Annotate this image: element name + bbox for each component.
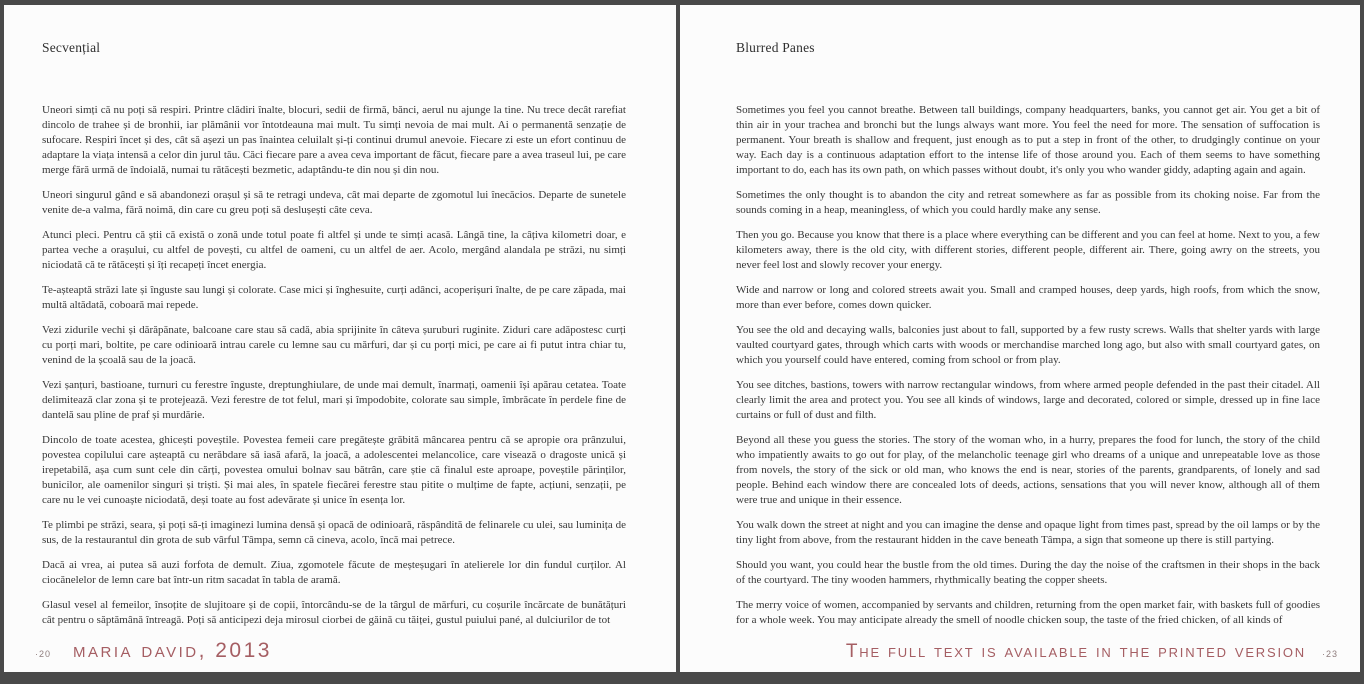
right-page: [680, 5, 1360, 672]
paragraph: The merry voice of women, accompanied by servants and children, returning from the open market fair, with baskets full of goodies for a whole week. You may anticipate already the smell of noodle chicken soup, the taste of the fried chicken, of all kinds of: [736, 599, 1320, 626]
paragraph: You see ditches, bastions, towers with narrow rectangular windows, from where armed people defended in the past their citadel. All clearly limit the area and protect you. You see all kinds of windows, large and decorated, colored or simple, dressed up in fine lace curtains or full of dust and filth.: [736, 379, 1320, 421]
paragraph: Should you want, you could hear the bustle from the old times. During the day the noise of the craftsmen in their shops in the back of the courtyard. The tiny wooden hammers, rhythmically beating the copper sheets.: [736, 559, 1320, 586]
paragraph: Beyond all these you guess the stories. The story of the woman who, in a hurry, prepares the food for lunch, the story of the child who impatiently awaits to go out for play, of the melancholic teenage girl who dreams of a unique and unrepeatable love as those from novels, the story of the sick or old man, who knows the end is near, stories of the parents, grandparents, of lonely and sad people. Behind each window there are concealed lots of deeds, actions, sensations that you will never know, although all of them were true and unique in their essence.: [736, 434, 1320, 506]
left-page-title: Secvențial: [42, 40, 101, 55]
left-page-number: ·20: [35, 649, 52, 659]
author-credit: maria david, 2013: [73, 639, 272, 662]
paragraph: Sometimes the only thought is to abandon the city and retreat somewhere as far as possible from its choking noise. Far from the sounds coming in a heap, meaningless, of which you could hardly make any sense.: [736, 189, 1320, 216]
paragraph: Dincolo de toate acestea, ghicești poveștile. Povestea femeii care pregătește grăbită mâncarea pentru că se apropie ora prânzului, povestea copilului care așteaptă cu nerăbdare să iasă afară, la joacă, a adolescentei melancolice, care visează o dragoste unică și irepetabilă, așa cum sunt cele din cărți, povestea omului bolnav sau bătrân, care știe că finalul este aproape, poveștile părinților, bunicilor, ale oamenilor singuri și triști. Și mai ales, în spatele fiecărei ferestre stau pitite o mulțime de fapte, acțiuni, senzații, pe care nu le vei cunoaște niciodată, deși toate au fost adevărate și unice în esența lor.: [42, 434, 626, 506]
paragraph: Wide and narrow or long and colored streets await you. Small and cramped houses, deep yards, high roofs, from which the snow, more than ever before, comes down quicker.: [736, 284, 1320, 311]
right-page-footer: [680, 642, 1360, 661]
paragraph: Atunci pleci. Pentru că știi că există o zonă unde totul poate fi altfel și unde te simți acasă. Lângă tine, la câțiva kilometri doar, e partea veche a orașului, cu altfel de povești, cu altfel de oameni, cu un altfel de aer. Acolo, mergând alandala pe străzi, nu simți niciodată că te rătăcești și îți recapeți încet energia.: [42, 229, 626, 271]
paragraph: You see the old and decaying walls, balconies just about to fall, supported by a few rusty screws. Walls that shelter yards with large vaulted courtyard gates, through which carts with woods or merchandise marched long ago, but also with small courtyard gates, on which you yourself could have entered, coming from school or from play.: [736, 324, 1320, 366]
left-page: [4, 5, 676, 672]
right-page-title: Blurred Panes: [736, 40, 815, 55]
printed-version-notice: The full text is available in the printed version: [845, 641, 1306, 662]
paragraph: Sometimes you feel you cannot breathe. Between tall buildings, company headquarters, banks, you cannot get air. You get a bit of thin air in your trachea and bronchi but the lungs always want more. You feel the need for more. The sensation of suffocation is permanent. Your breath is shallow and frequent, just enough as to put a step in front of the other, to drudgingly continue on your way. Each day is a continuous adaptation effort to the intense life of those around you. Each of them seems to have something important to do, each has its own path, on which passes without doubt, it's only you who wander giddy, adapting again and again.: [736, 104, 1320, 176]
paragraph: Then you go. Because you know that there is a place where everything can be different and you can feel at home. Next to you, a few kilometers away, there is the old city, with different stories, different people, different air. There, going awry on the streets, you never feel lost and slowly recover your energy.: [736, 229, 1320, 271]
paragraph: Te-așteaptă străzi late și înguste sau lungi și colorate. Case mici și înghesuite, curți adânci, acoperișuri înalte, de pe care zăpada, mai multă altădată, coboară mai repede.: [42, 284, 626, 311]
paragraph: Uneori singurul gând e să abandonezi orașul și să te retragi undeva, cât mai departe de zgomotul lui înecăcios. Departe de sunetele venite de-a valma, fără noimă, din care cu greu poți să deslușești câte ceva.: [42, 189, 626, 216]
paragraph: Uneori simți că nu poți să respiri. Printre clădiri înalte, blocuri, sedii de firmă, bănci, aerul nu ajunge la tine. Nu trece decât rarefiat dincolo de trahee și de bronhii, iar plămânii vor întotdeauna mai mult. Tu simți nevoia de mai mult. Ai o permanentă senzație de sufocare. Respiri încet și des, cât să așezi un pas înaintea celuilalt și-ți continui drumul anevoie. Fiecare zi este un efort continuu de adaptare la viața intensă a celor din jurul tău. Căci fiecare pare a avea ceva important de făcut, fiecare pare a avea traseul lui, pe care merge fără urmă de îndoială, numai tu rătăcești bezmetic, adaptându-te din nou și din nou.: [42, 104, 626, 176]
paragraph: Te plimbi pe străzi, seara, și poți să-ți imaginezi lumina densă și opacă de odinioară, răspândită de felinarele cu ulei, sau luminița de sus, de la restaurantul din grota de sub vârful Tâmpa, semn că cineva, acolo, încă mai petrece.: [42, 519, 626, 546]
paragraph: Vezi șanțuri, bastioane, turnuri cu ferestre înguste, dreptunghiulare, de unde mai demult, înarmați, oamenii își apărau cetatea. Toate delimitează clar zona și te protejează. Vezi ferestre de tot felul, mari și împodobite, colorate sau simple, îmbrăcate în perdele fine de dantelă sau pline de praf și murdărie.: [42, 379, 626, 421]
right-page-number: ·23: [1321, 649, 1338, 659]
paragraph: Dacă ai vrea, ai putea să auzi forfota de demult. Ziua, zgomotele făcute de meșteșugari în atelierele lor din fundul curților. Al ciocănelelor de lemn care bat într-un ritm sacadat în tabla de aramă.: [42, 559, 626, 586]
left-page-body: [42, 103, 626, 628]
paragraph: You walk down the street at night and you can imagine the dense and opaque light from times past, spread by the oil lamps or by the tiny light from above, from the restaurant hidden in the cave beneath Tâmpa, a sign that someone up there is still partying.: [736, 519, 1320, 546]
paragraph: Vezi zidurile vechi și dărăpănate, balcoane care stau să cadă, abia sprijinite în câteva șuruburi ruginite. Ziduri care adăpostesc curți cu porți mari, boltite, pe care odinioară intrau carele cu lemne sau cu mărfuri, dar și cu porți mici, pe care ai fi putut intra chiar tu, venind de la școală sau de la joacă.: [42, 324, 626, 366]
right-page-body: [736, 103, 1320, 628]
left-page-footer: [4, 640, 676, 661]
paragraph: Glasul vesel al femeilor, însoțite de slujitoare și de copii, întorcându-se de la târgul de mărfuri, cu coșurile încărcate de bunătățuri cât pentru o săptămână întreagă. Poți să anticipezi deja mirosul ciorbei de găină cu tăiței, gustul puiului pané, al dulciurilor de tot: [42, 599, 626, 626]
